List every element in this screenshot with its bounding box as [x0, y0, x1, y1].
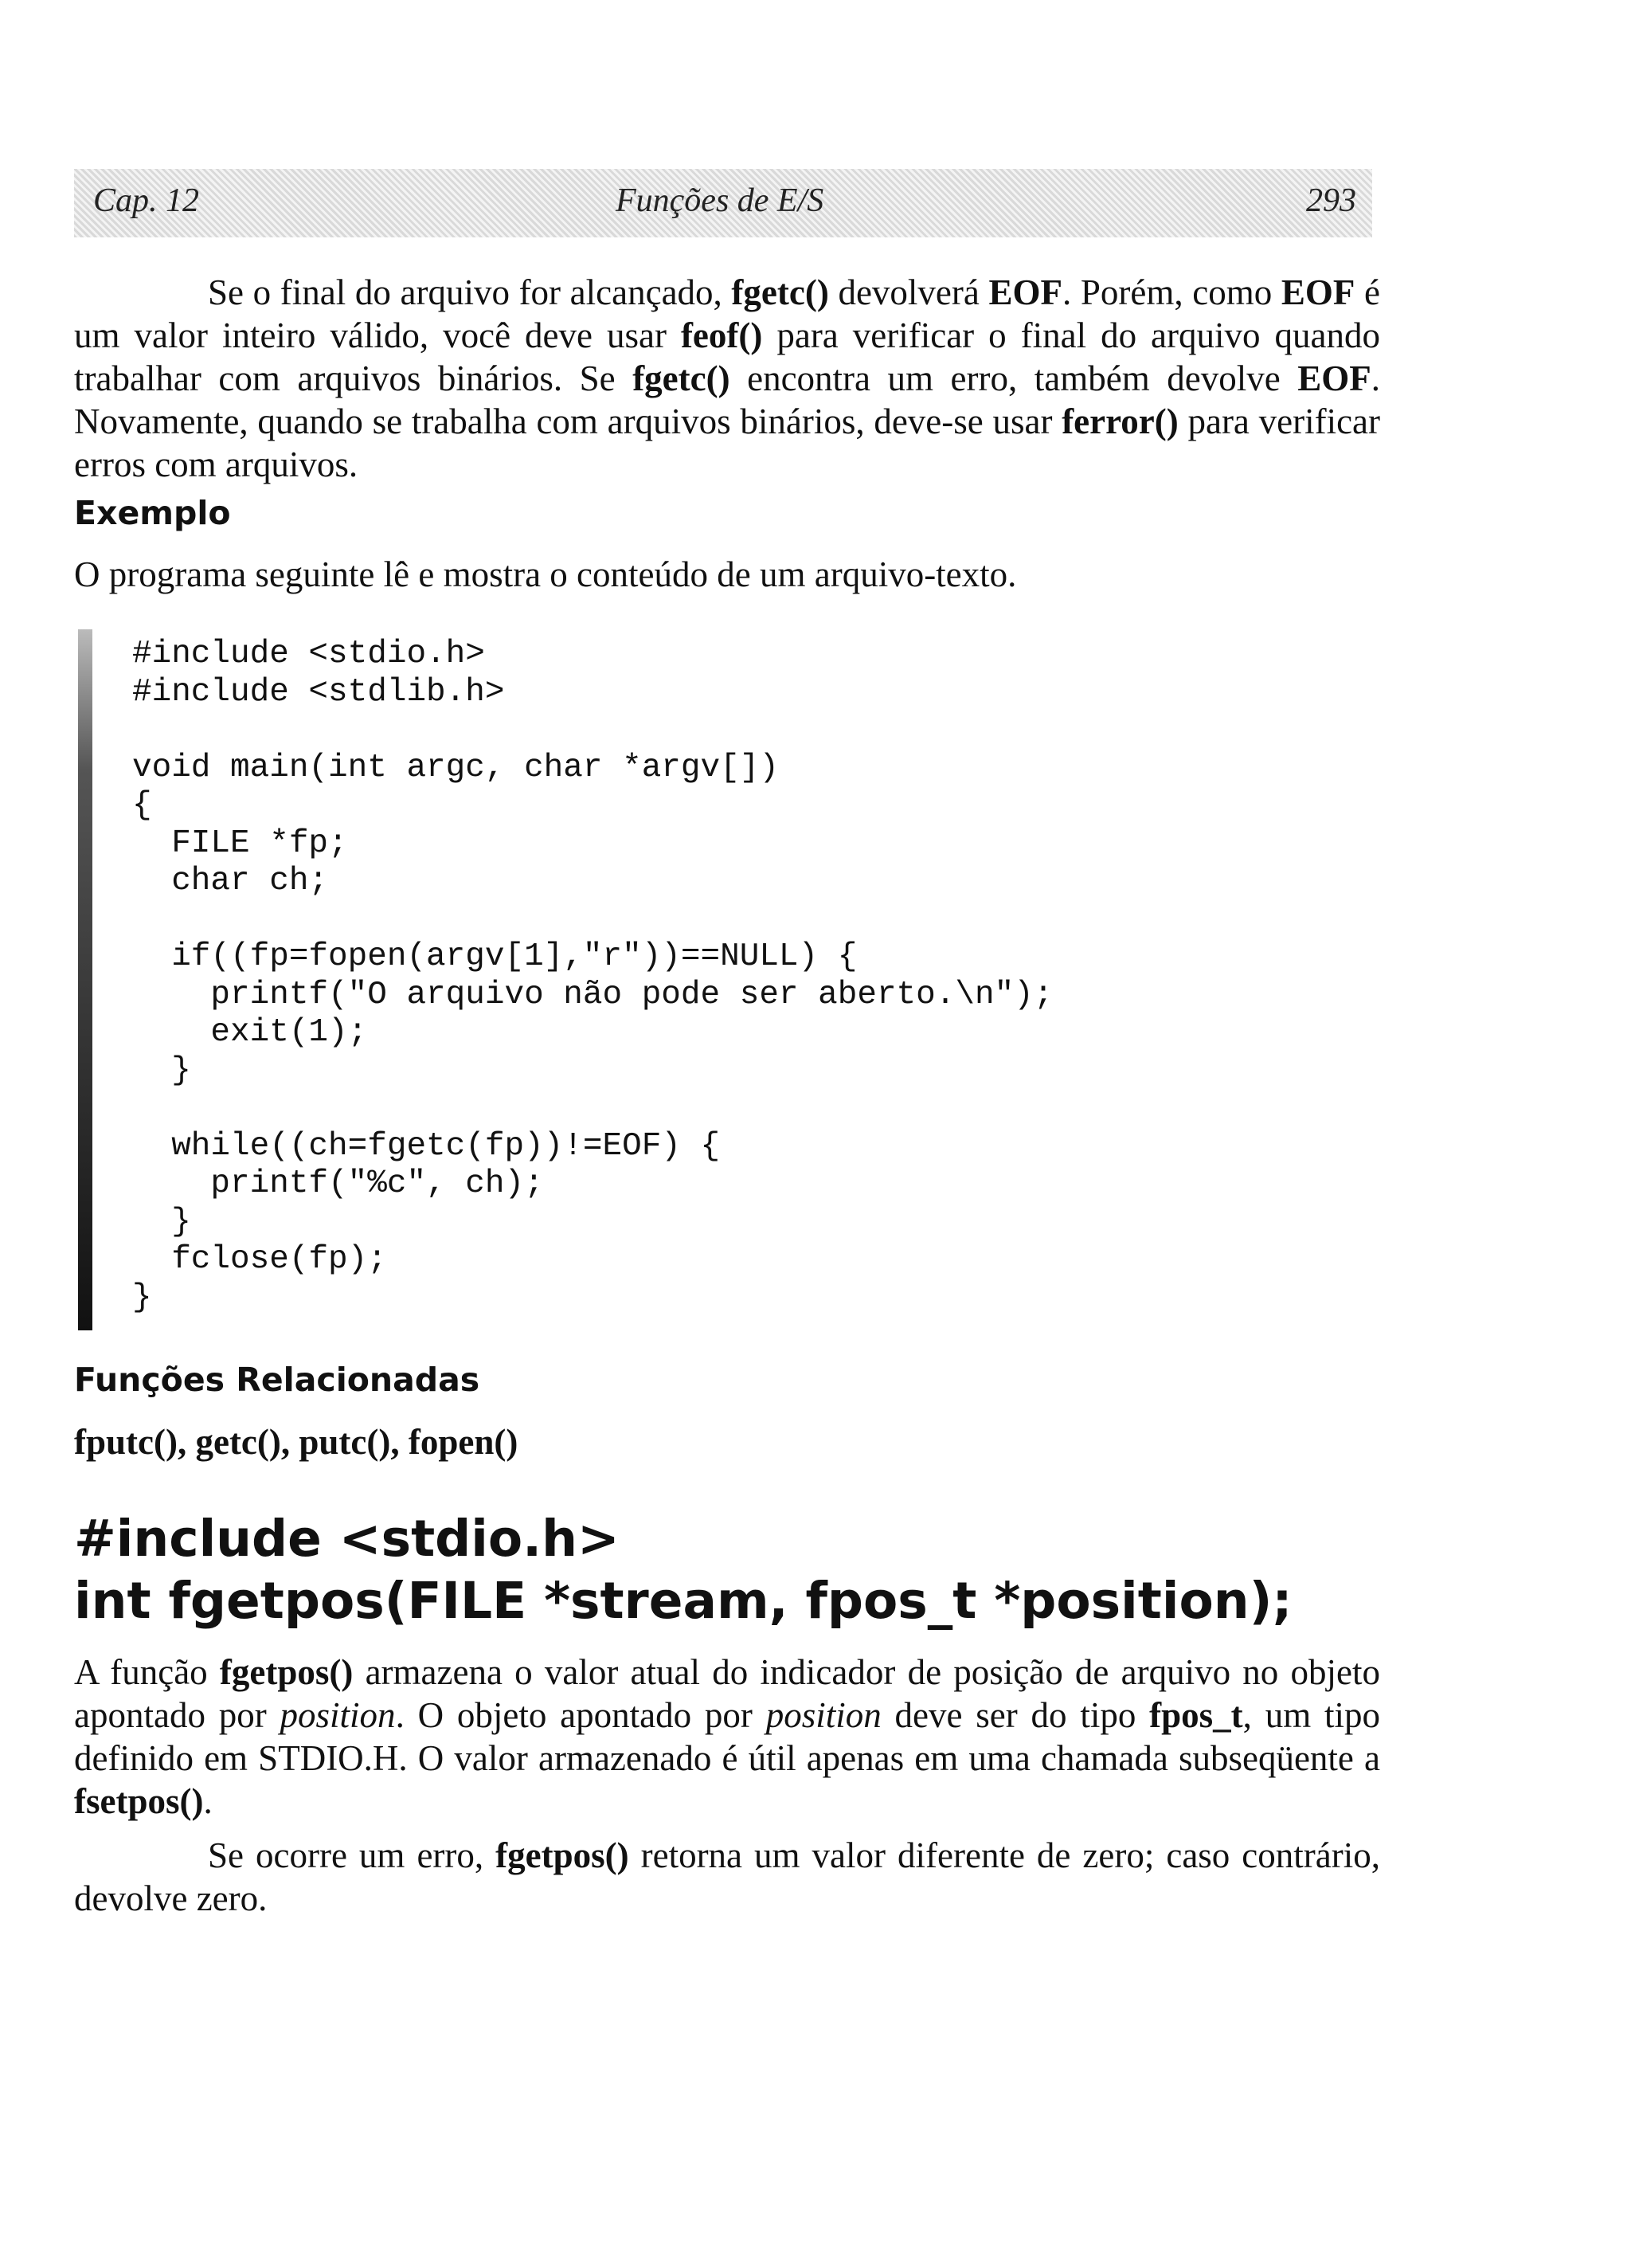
chapter-label: Cap. 12 [93, 182, 200, 219]
code-margin-bar [78, 629, 92, 1330]
chapter-title: Funções de E/S [616, 182, 824, 219]
description-paragraph: A função fgetpos() armazena o valor atual do indicador de posição de arquivo no objeto apontado por position. O objeto apontado por position deve ser do tipo fpos_t, um tipo definido em STDIO.H. O valor armazenado é útil apenas em uma chamada subseqüente a fsetpos(). [74, 1652, 1381, 1821]
related-heading: Funções Relacionadas [74, 1361, 480, 1399]
code-listing: #include <stdio.h> #include <stdlib.h> void main(int argc, char *argv[]) { FILE *fp; char ch; if((fp=fopen(argv[1],"r"))==NULL) { printf("O arquivo não pode ser aberto.\n"); exit(1); } while((ch=fgetc(fp))!=EOF) { printf("%c", ch); } fclose(fp); } [132, 636, 1054, 1316]
example-heading: Exemplo [74, 494, 231, 532]
error-paragraph: Se ocorre um erro, fgetpos() retorna um valor diferente de zero; caso contrário, devolve zero. [74, 1835, 1380, 1918]
signature-prototype: int fgetpos(FILE *stream, fpos_t *position); [74, 1572, 1293, 1630]
page-number: 293 [1306, 182, 1356, 219]
example-description: O programa seguinte lê e mostra o conteúdo de um arquivo-texto. [74, 554, 1017, 594]
signature-include: #include <stdio.h> [74, 1510, 620, 1568]
page-header [74, 169, 1372, 237]
related-functions: fputc(), getc(), putc(), fopen() [74, 1422, 518, 1462]
intro-paragraph: Se o final do arquivo for alcançado, fgetc() devolverá EOF. Porém, como EOF é um valor inteiro válido, você deve usar feof() para verificar o final do arquivo quando trabalhar com arquivos binários. Se fgetc() encontra um erro, também devolve EOF. Novamente, quando se trabalha com arquivos binários, deve-se usar ferror() para verificar erros com arquivos. [74, 272, 1381, 484]
